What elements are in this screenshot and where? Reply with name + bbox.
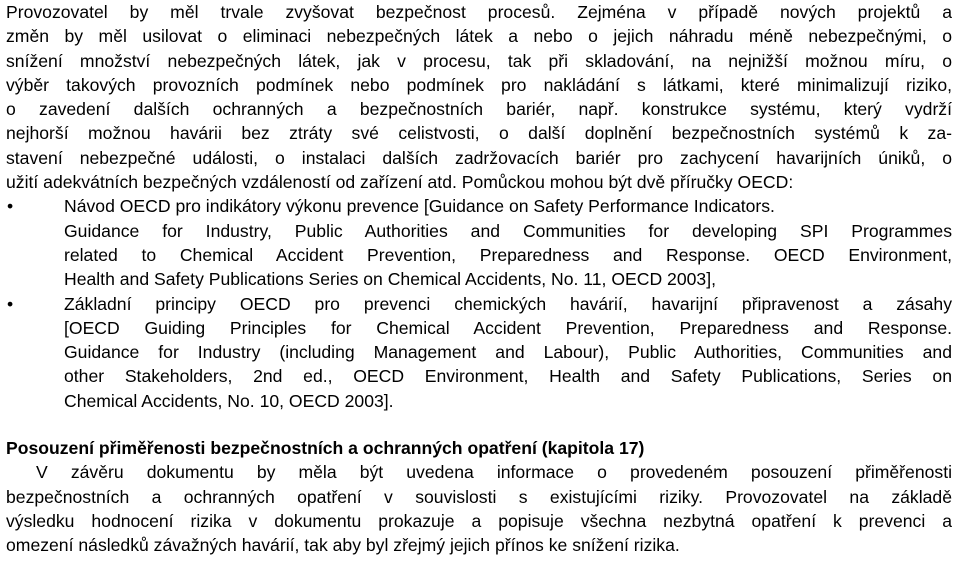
bullet-line: related to Chemical Accident Prevention, Preparedness and Response. OECD Environment, (64, 244, 952, 265)
paragraph-line: snížení množství nebezpečných látek, jak v procesu, tak při skladování, na nejnižší možnou míru, o (6, 50, 952, 71)
bullet-line: Chemical Accidents, No. 10, OECD 2003]. (64, 390, 394, 411)
bullet-marker: • (7, 196, 14, 217)
bullet-line: Základní principy OECD pro prevenci chemických havárií, havarijní připravenost a zásahy (64, 293, 952, 314)
paragraph-line: užití adekvátních bezpečných vzdáleností od zařízení atd. Pomůckou mohou být dvě příručky OECD: (6, 172, 794, 193)
bullet-line: Návod OECD pro indikátory výkonu prevence [Guidance on Safety Performance Indicators. (64, 196, 775, 217)
bullet-item-oecd-guiding-principles (6, 292, 952, 413)
paragraph-line: nejhorší možnou havárii bez ztráty své celistvosti, o další doplnění bezpečnostních systémů k za- (6, 123, 952, 144)
bullet-marker: • (7, 293, 14, 314)
paragraph-line: o zavedení dalších ochranných a bezpečnostních bariér, např. konstrukce systému, který vydrží (6, 99, 952, 120)
paragraph-line: výsledku hodnocení rizika v dokumentu prokazuje a popisuje všechna nezbytná opatření k prevenci a (6, 510, 952, 531)
paragraph-line: změn by měl usilovat o eliminaci nebezpečných látek a nebo o jejich náhradu méně nebezpečnými, o (6, 26, 952, 47)
bullet-line: Health and Safety Publications Series on Chemical Accidents, No. 11, OECD 2003], (64, 269, 716, 290)
bullet-line: [OECD Guiding Principles for Chemical Accident Prevention, Preparedness and Response. (64, 317, 952, 338)
section-heading: Posouzení přiměřenosti bezpečnostních a ochranných opatření (kapitola 17) (6, 438, 645, 459)
paragraph-line: omezení následků závažných havárií, tak aby byl zřejmý jejich přínos ke snížení rizika. (6, 535, 680, 556)
paragraph-line: Provozovatel by měl trvale zvyšovat bezpečnost procesů. Zejména v případě nových projektů a (6, 2, 952, 22)
bullet-line: Guidance for Industry, Public Authorities and Communities for developing SPI Programmes (64, 220, 952, 241)
conclusion-paragraph (6, 460, 952, 557)
bullet-line: other Stakeholders, 2nd ed., OECD Environment, Health and Safety Publications, Series on (64, 366, 952, 387)
bullet-item-oecd-spi-guidance (6, 194, 952, 291)
section-spacer (6, 413, 952, 436)
bullet-line: Guidance for Industry (including Management and Labour), Public Authorities, Communities and (64, 342, 952, 363)
intro-paragraph (6, 0, 952, 194)
paragraph-line: výběr takových provozních podmínek nebo podmínek pro nakládání s látkami, které minimalizují riziko, (6, 74, 952, 95)
paragraph-line: bezpečnostních a ochranných opatření v souvislosti s existujícími riziky. Provozovatel na základě (6, 486, 952, 507)
document-page (6, 0, 952, 558)
paragraph-line: V závěru dokumentu by měla být uvedena informace o provedeném posouzení přiměřenosti (36, 462, 952, 483)
paragraph-line: stavení nebezpečné události, o instalaci dalších zadržovacích bariér pro zachycení havarijních úniků, o (6, 147, 952, 168)
